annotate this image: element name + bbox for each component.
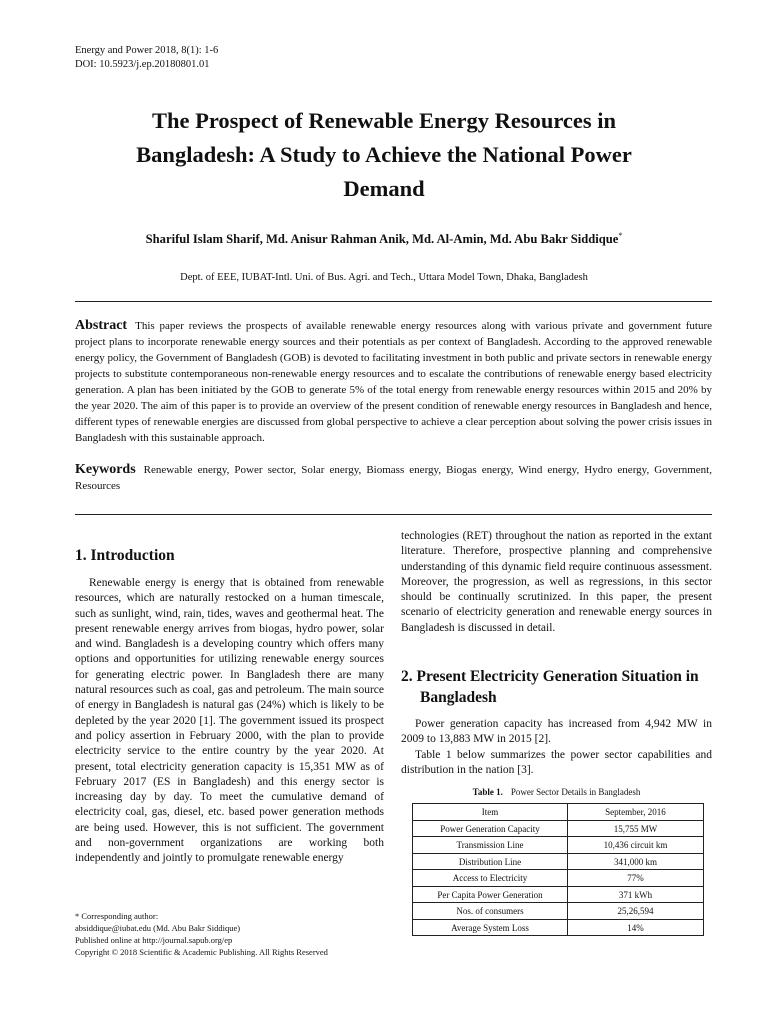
footnote-corresponding: * Corresponding author: bbox=[75, 911, 159, 921]
table-cell-value: 10,436 circuit km bbox=[568, 837, 704, 854]
table-cell-value: 77% bbox=[568, 870, 704, 887]
table-row bbox=[413, 919, 704, 936]
abstract-label: Abstract bbox=[75, 318, 128, 333]
section-1-paragraph: Renewable energy is energy that is obtained from renewable resources, which are naturally restocked on a human timescale, such as sunlight, wind, rain, tides, waves and geothermal heat. The present renewable energy arrives from biogas, hydro power, solar and wind. Bangladesh is a developing country which offers many options and opportunities for utilizing renewable energy sources for generating electric power. In Bangladesh there are many natural resources such as coal, gas and petroleum. The main source of energy in Bangladesh is natural gas (24%) which is likely to be depleted by the year 2020 [1]. The government issued its prospect and policy assertion in February 2000, with the plan to provide electricity service to the entire country by the year 2020. At present, total electricity generation capacity is 15,351 MW as of February 2017 (ES in Bangladesh) and this energy sector is increasing day by day. To meet the cumulative demand of electricity coal, gas, diesel, etc. based power generation methods are being used. However, this is not sufficient. The government and non-government organizations are working both independently and jointly to promulgate renewable energy bbox=[75, 577, 384, 865]
table-cell-item: Access to Electricity bbox=[413, 870, 568, 887]
table-cell-value: 15,755 MW bbox=[568, 820, 704, 837]
author-list bbox=[80, 231, 688, 247]
corresponding-author-mark: * bbox=[618, 231, 623, 240]
table-header-cell: September, 2016 bbox=[568, 804, 704, 821]
table-row bbox=[413, 837, 704, 854]
footnote-published: Published online at http://journal.sapub.org/ep bbox=[75, 935, 233, 946]
title-line-2: Bangladesh: A Study to Achieve the National Power bbox=[136, 142, 632, 167]
journal-citation: Energy and Power 2018, 8(1): 1-6 bbox=[75, 45, 219, 56]
table-cell-value: 25,26,594 bbox=[568, 903, 704, 920]
table-header-row bbox=[413, 804, 704, 821]
power-sector-table bbox=[412, 803, 704, 936]
journal-doi: DOI: 10.5923/j.ep.20180801.01 bbox=[75, 59, 210, 70]
table-row bbox=[413, 886, 704, 903]
table-row bbox=[413, 870, 704, 887]
table-header-cell: Item bbox=[413, 804, 568, 821]
table-row bbox=[413, 853, 704, 870]
table-1-caption bbox=[401, 787, 712, 797]
abstract-block bbox=[75, 318, 712, 446]
title-line-3: Demand bbox=[343, 176, 425, 201]
table-cell-item: Average System Loss bbox=[413, 919, 568, 936]
left-column bbox=[75, 545, 384, 867]
title-line-1: The Prospect of Renewable Energy Resources in bbox=[151, 108, 617, 133]
section-1-heading: 1. Introduction bbox=[75, 547, 175, 564]
table-cell-value: 371 kWh bbox=[568, 886, 704, 903]
author-affiliation: Dept. of EEE, IUBAT-Intl. Uni. of Bus. Agri. and Tech., Uttara Model Town, Dhaka, Bangladesh bbox=[180, 272, 588, 283]
table-cell-item: Distribution Line bbox=[413, 853, 568, 870]
section-1-continuation: technologies (RET) throughout the nation as reported in the extant literature. Therefore, prospective planning and comprehensive understanding of this dynamic field require continuous assessment. Moreover, the progression, as well as regressions, in this sector should be continually scrutinized. In this paper, the present scenario of electricity generation and renewable energy sources in Bangladesh is discussed in detail. bbox=[401, 530, 712, 634]
section-2-heading: 2. Present Electricity Generation Situation in Bangladesh bbox=[401, 668, 699, 707]
table-1-title: Power Sector Details in Bangladesh bbox=[510, 787, 641, 798]
footnote-copyright: Copyright © 2018 Scientific & Academic Publishing. All Rights Reserved bbox=[75, 947, 328, 958]
table-cell-value: 341,000 km bbox=[568, 853, 704, 870]
right-column bbox=[401, 529, 712, 936]
section-2-paragraph-1: Power generation capacity has increased from 4,942 MW in 2009 to 13,883 MW in 2015 [2]. bbox=[401, 718, 712, 746]
abstract-text: This paper reviews the prospects of available renewable energy resources along with various private and government future project plans to incorporate renewable energy sources and their potentials as per context of Bangladesh. According to the approved renewable energy policy, the Government of Bangladesh (GOB) is devoted to facilitating investment in both public and private sectors in renewable energy projects to substitute contemporaneous non-renewable energy resources and to escalate the contributions of renewable energy based electricity generation. A plan has been initiated by the GOB to generate 5% of the total energy from renewable energy resources within 2015 and 20% by the year 2020. The aim of this paper is to provide an overview of the present condition of renewable energy resources in Bangladesh and hence, different types of renewable energies are discussed from global perspective to achieve a clear perception about solving the power crisis issues in Bangladesh with this sustainable approach. bbox=[75, 320, 712, 444]
table-cell-item: Transmission Line bbox=[413, 837, 568, 854]
journal-header bbox=[75, 44, 218, 72]
table-cell-item: Nos. of consumers bbox=[413, 903, 568, 920]
keywords-text: Renewable energy, Power sector, Solar energy, Biomass energy, Biogas energy, Wind energy, Hydro energy, Government, Resources bbox=[75, 464, 712, 492]
footnote-email: absiddique@iubat.edu (Md. Abu Bakr Siddique) bbox=[75, 923, 241, 934]
table-row bbox=[413, 820, 704, 837]
section-2-paragraph-2: Table 1 below summarizes the power sector capabilities and distribution in the nation [3]. bbox=[401, 748, 712, 776]
keywords-block bbox=[75, 462, 712, 494]
paper-title bbox=[80, 104, 688, 206]
footnote-block bbox=[75, 910, 395, 958]
table-cell-item: Per Capita Power Generation bbox=[413, 886, 568, 903]
author-names: Shariful Islam Sharif, Md. Anisur Rahman Anik, Md. Al-Amin, Md. Abu Bakr Siddique bbox=[145, 232, 619, 247]
keywords-label: Keywords bbox=[75, 462, 136, 477]
table-row bbox=[413, 903, 704, 920]
table-1-number: Table 1. bbox=[472, 787, 503, 798]
abstract-divider bbox=[75, 514, 712, 515]
table-cell-item: Power Generation Capacity bbox=[413, 820, 568, 837]
table-cell-value: 14% bbox=[568, 919, 704, 936]
top-divider bbox=[75, 301, 712, 302]
